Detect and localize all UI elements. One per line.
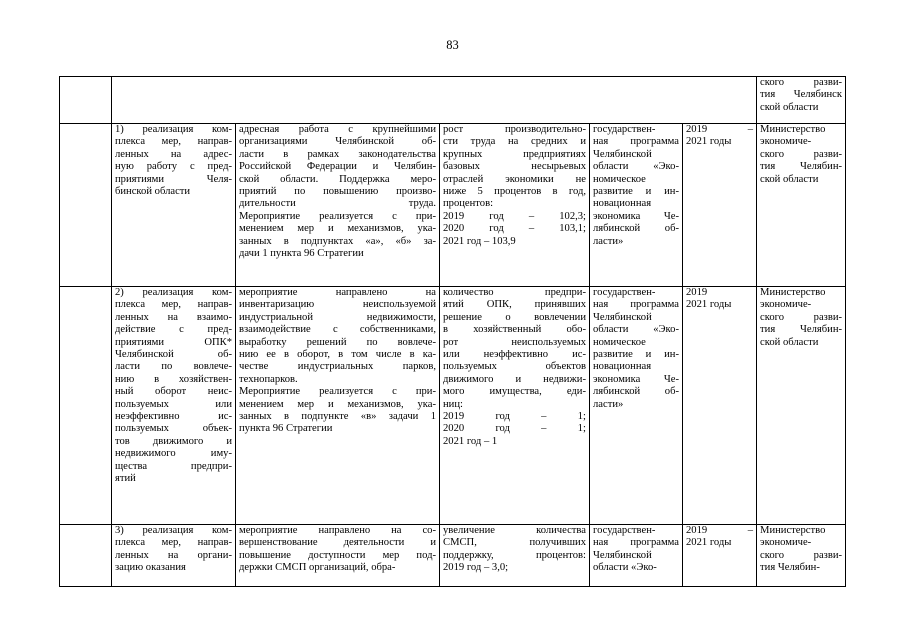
cell-text-line: Министерство xyxy=(760,287,826,298)
cell-text-line: 2019 – xyxy=(686,525,754,536)
cell-text-line: развитие и ин- xyxy=(593,186,679,198)
cell-text-line: честве индустриальных парков, xyxy=(239,361,436,373)
cell-text-line: выработку решений по вовлече- xyxy=(239,336,436,348)
measure-cell xyxy=(112,124,236,287)
cell-text-line: новационная xyxy=(593,198,652,210)
cell-text-line: мероприятие направлено на xyxy=(239,287,436,298)
cell-text-line: приятиями ОПК* xyxy=(115,336,232,348)
cell-text-line: приятий по повышению произво- xyxy=(239,186,436,198)
cell-text-line: адресная работа с крупнейшими xyxy=(239,124,436,135)
cell-text-line: движимого и недвижи- xyxy=(443,373,586,385)
cell-text-line: занных в подпункте «в» задачи 1 xyxy=(239,411,436,423)
cell-text-line: тия Челябин- xyxy=(760,161,843,173)
cell-text-line: рот неиспользуемых xyxy=(443,336,586,348)
cell-text-line: пользуемых объек- xyxy=(115,423,232,435)
cell-text-line: действие с пред- xyxy=(115,324,232,336)
table-row xyxy=(60,287,846,525)
indicator-cell xyxy=(440,287,590,525)
cell-text-line: вершенствование деятельности и xyxy=(239,537,436,549)
cell-text-line: 2021 годы xyxy=(686,136,732,148)
cell-text-line: 2021 год – 103,9 xyxy=(443,235,516,247)
strategy-measures-table xyxy=(59,76,846,587)
cell-text-line: Министерство xyxy=(760,124,826,135)
cell-text-line: 2020 год – 103,1; xyxy=(443,223,586,235)
cell-text-line: ленных на органи- xyxy=(115,549,232,561)
cell-text-line: 2) реализация ком- xyxy=(115,287,232,298)
cell-text-line: 2020 год – 1; xyxy=(443,423,586,435)
executor-cell xyxy=(757,77,846,124)
cell-text-line: экономика Че- xyxy=(593,210,679,222)
cell-text-line: экономика Че- xyxy=(593,373,679,385)
cell-text-line: Челябинской xyxy=(593,549,652,561)
indicator-cell xyxy=(440,124,590,287)
period-cell xyxy=(683,525,757,587)
cell-text-line: нию в хозяйствен- xyxy=(115,373,232,385)
cell-text-line: плекса мер, направ- xyxy=(115,136,232,148)
cell-text-line: 3) реализация ком- xyxy=(115,525,232,536)
cell-text-line: тия Челябинск xyxy=(760,89,843,101)
program-cell xyxy=(590,124,683,287)
cell-text-line: организациями Челябинской об- xyxy=(239,136,436,148)
cell-text-line: 2021 годы xyxy=(686,537,732,549)
cell-text-line: 2019 год – 3,0; xyxy=(443,562,509,574)
cell-text-line: крупных предприятиях xyxy=(443,148,586,160)
cell-text-line: государствен- xyxy=(593,287,656,298)
cell-text-line: индустриальной недвижимости, xyxy=(239,311,436,323)
cell-text-line: Мероприятие реализуется с при- xyxy=(239,386,436,398)
cell-text-line: области «Эко- xyxy=(593,161,679,173)
cell-text-line: пользуемых или xyxy=(115,398,232,410)
cell-text-line: 1) реализация ком- xyxy=(115,124,232,135)
table-row xyxy=(60,525,846,587)
cell-text-line: ской области xyxy=(760,173,819,185)
cell-text-line: тия Челябин- xyxy=(760,324,843,336)
table-row xyxy=(60,124,846,287)
cell-text-line: развитие и ин- xyxy=(593,349,679,361)
cell-text-line: Челябинской xyxy=(593,148,652,160)
cell-text-line: пользуемых объектов xyxy=(443,361,586,373)
cell-text-line: ласти в рамках законодательства xyxy=(239,148,436,160)
executor-cell xyxy=(757,287,846,525)
cell-text-line: номическое xyxy=(593,173,646,185)
cell-text-line: 2019 год – 1; xyxy=(443,411,586,423)
cell-text-line: Российской Федерации и Челябин- xyxy=(239,161,436,173)
row-number-cell xyxy=(60,124,112,287)
cell-text-line: или неэффективно ис- xyxy=(443,349,586,361)
cell-text-line: ная программа xyxy=(593,537,679,549)
cell-text-line: области «Эко- xyxy=(593,324,679,336)
cell-text-line: тия Челябин- xyxy=(760,562,820,574)
cell-text-line: технопарков. xyxy=(239,373,298,385)
cell-text-line: ятий xyxy=(115,473,136,485)
measure-cell xyxy=(112,287,236,525)
cell-text-line: количество предпри- xyxy=(443,287,586,298)
cell-text-line: новационная xyxy=(593,361,652,373)
period-cell xyxy=(683,287,757,525)
cell-text-line: экономиче- xyxy=(760,136,812,148)
content-cell xyxy=(236,525,440,587)
cell-text-line: ниц: xyxy=(443,398,463,410)
table-row xyxy=(60,77,846,124)
measure-cell xyxy=(112,525,236,587)
cell-text-line: ная программа xyxy=(593,299,679,311)
cell-text-line: базовых несырьевых xyxy=(443,161,586,173)
cell-text-line: лябинской об- xyxy=(593,386,679,398)
cell-text-line: ниже 5 процентов в год, xyxy=(443,186,586,198)
cell-text-line: 2021 годы xyxy=(686,299,732,311)
indicator-cell xyxy=(440,525,590,587)
cell-text-line: ную работу с пред- xyxy=(115,161,232,173)
cell-text-line: тов движимого и xyxy=(115,435,232,447)
cell-text-line: ской области. Поддержка меро- xyxy=(239,173,436,185)
cell-text-line: ской области xyxy=(760,336,819,348)
cell-text-line: ского разви- xyxy=(760,77,843,88)
executor-cell xyxy=(757,124,846,287)
program-cell xyxy=(590,287,683,525)
cell-text-line: поддержку, процентов: xyxy=(443,549,586,561)
cell-text-line: ный оборот неис- xyxy=(115,386,232,398)
cell-text-line: процентов: xyxy=(443,198,494,210)
executor-cell xyxy=(757,525,846,587)
cell-text-line: ского разви- xyxy=(760,148,843,160)
measure-cell xyxy=(112,77,757,124)
cell-text-line: повышение доступности мер под- xyxy=(239,549,436,561)
cell-text-line: Министерство xyxy=(760,525,826,536)
page-number: 83 xyxy=(446,38,459,52)
cell-text-line: ленных на адрес- xyxy=(115,148,232,160)
cell-text-line: инвентаризацию неиспользуемой xyxy=(239,299,436,311)
cell-text-line: нию ее в оборот, в том числе в ка- xyxy=(239,349,436,361)
cell-text-line: Челябинской об- xyxy=(115,349,232,361)
row-number-cell xyxy=(60,77,112,124)
cell-text-line: мероприятие направлено на со- xyxy=(239,525,436,536)
row-number-cell xyxy=(60,287,112,525)
cell-text-line: номическое xyxy=(593,336,646,348)
cell-text-line: щества предпри- xyxy=(115,460,232,472)
row-number-cell xyxy=(60,525,112,587)
cell-text-line: 2019 xyxy=(686,287,708,298)
cell-text-line: бинской области xyxy=(115,186,191,198)
cell-text-line: менением мер и механизмов, ука- xyxy=(239,398,436,410)
cell-text-line: плекса мер, направ- xyxy=(115,537,232,549)
cell-text-line: экономиче- xyxy=(760,299,812,311)
program-cell xyxy=(590,525,683,587)
cell-text-line: решение о вовлечении xyxy=(443,311,586,323)
cell-text-line: зацию оказания xyxy=(115,562,186,574)
cell-text-line: государствен- xyxy=(593,525,656,536)
cell-text-line: держки СМСП организаций, обра- xyxy=(239,562,396,574)
cell-text-line: недвижимого иму- xyxy=(115,448,232,460)
cell-text-line: дительности труда. xyxy=(239,198,436,210)
cell-text-line: сти труда на средних и xyxy=(443,136,586,148)
cell-text-line: ленных на взаимо- xyxy=(115,311,232,323)
cell-text-line: в хозяйственный обо- xyxy=(443,324,586,336)
cell-text-line: мого имущества, еди- xyxy=(443,386,586,398)
cell-text-line: ятий ОПК, принявших xyxy=(443,299,586,311)
cell-text-line: СМСП, получивших xyxy=(443,537,586,549)
content-cell xyxy=(236,287,440,525)
cell-text-line: лябинской об- xyxy=(593,223,679,235)
cell-text-line: области «Эко- xyxy=(593,562,657,574)
cell-text-line: государствен- xyxy=(593,124,656,135)
cell-text-line: 2021 год – 1 xyxy=(443,435,498,447)
cell-text-line: рост производительно- xyxy=(443,124,586,135)
cell-text-line: ского разви- xyxy=(760,549,843,561)
period-cell xyxy=(683,124,757,287)
cell-text-line: 2019 год – 102,3; xyxy=(443,210,586,222)
content-cell xyxy=(236,124,440,287)
cell-text-line: ласти» xyxy=(593,398,624,410)
cell-text-line: приятиями Челя- xyxy=(115,173,232,185)
cell-text-line: ласти» xyxy=(593,235,624,247)
cell-text-line: менением мер и механизмов, ука- xyxy=(239,223,436,235)
cell-text-line: ской области xyxy=(760,101,819,113)
cell-text-line: увеличение количества xyxy=(443,525,586,536)
cell-text-line: неэффективно ис- xyxy=(115,411,232,423)
cell-text-line: плекса мер, направ- xyxy=(115,299,232,311)
cell-text-line: Мероприятие реализуется с при- xyxy=(239,210,436,222)
cell-text-line: пункта 96 Стратегии xyxy=(239,423,333,435)
cell-text-line: ского разви- xyxy=(760,311,843,323)
cell-text-line: Челябинской xyxy=(593,311,652,323)
cell-text-line: ная программа xyxy=(593,136,679,148)
cell-text-line: экономиче- xyxy=(760,537,812,549)
cell-text-line: взаимодействие с собственниками, xyxy=(239,324,436,336)
cell-text-line: дачи 1 пункта 96 Стратегии xyxy=(239,248,364,260)
cell-text-line: ласти по вовлече- xyxy=(115,361,232,373)
cell-text-line: отраслей экономики не xyxy=(443,173,586,185)
cell-text-line: занных в подпунктах «а», «б» за- xyxy=(239,235,436,247)
cell-text-line: 2019 – xyxy=(686,124,754,135)
